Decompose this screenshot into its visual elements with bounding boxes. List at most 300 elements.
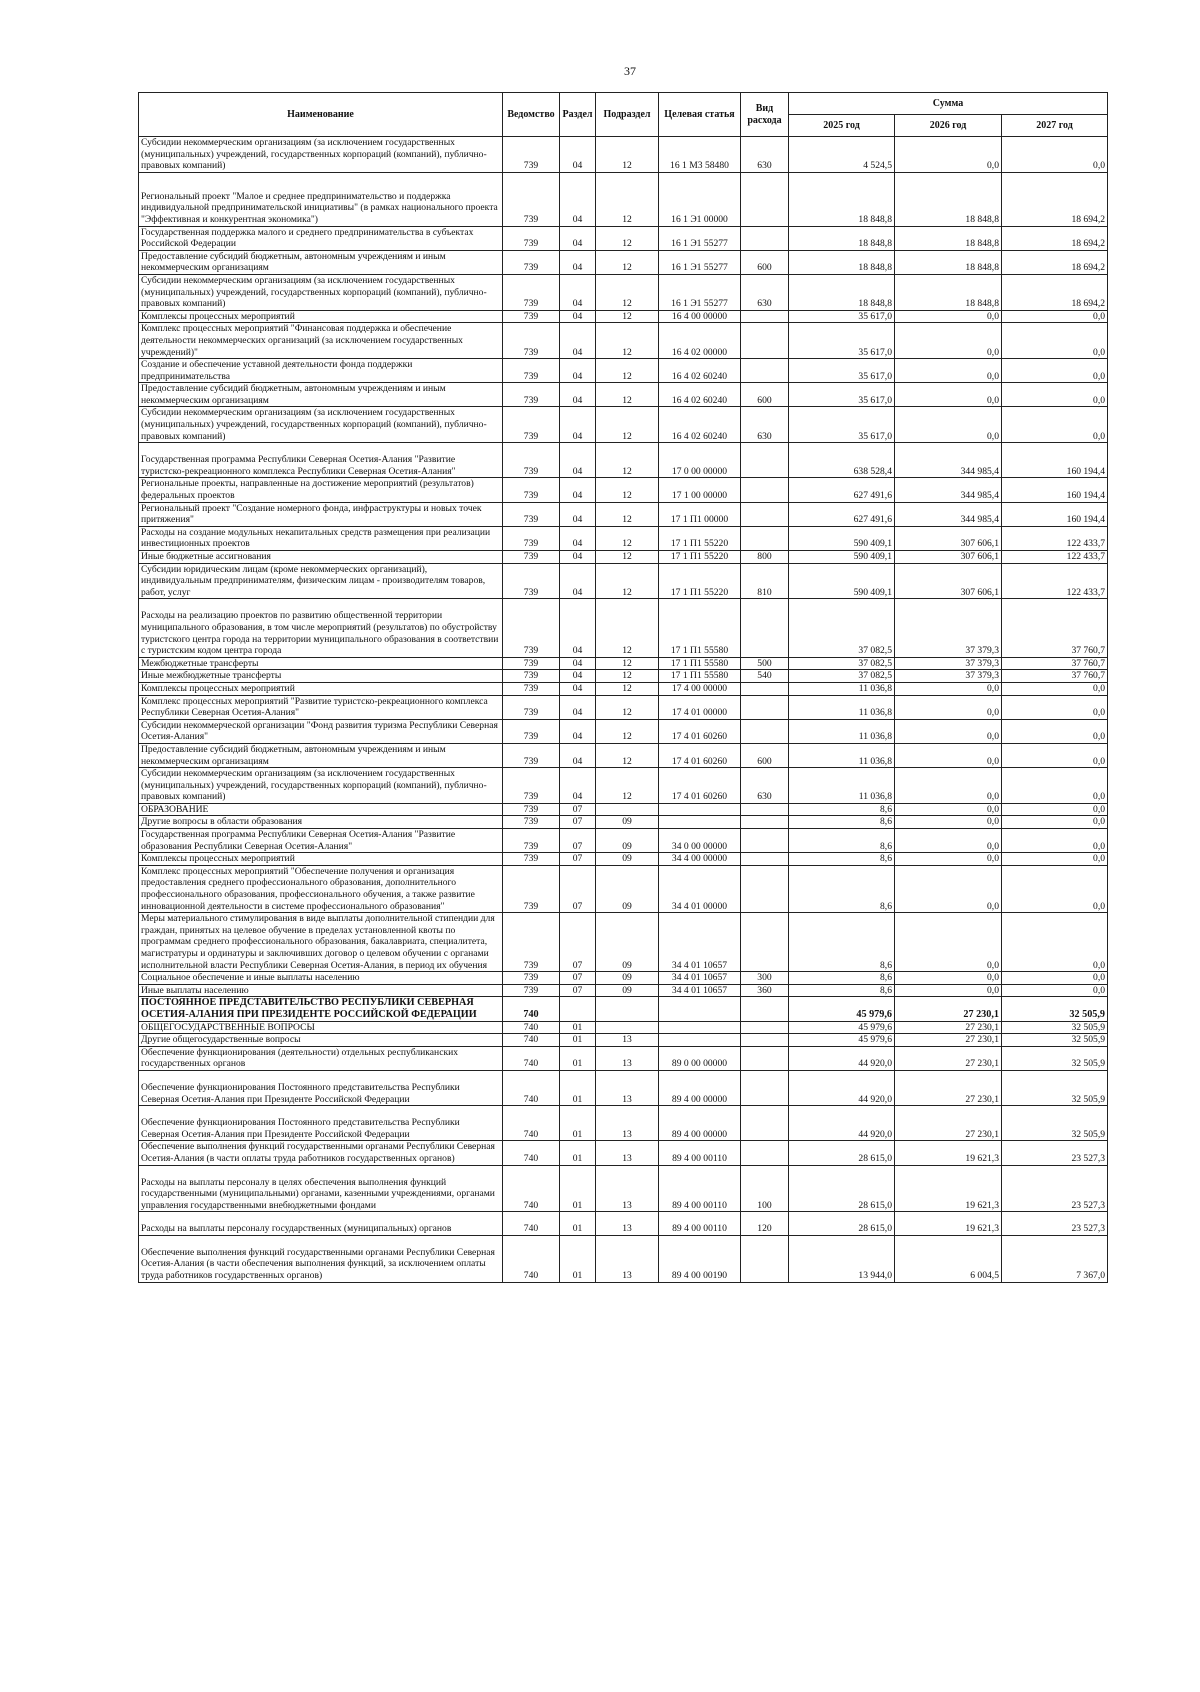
row-vid-rashoda [741, 172, 789, 226]
row-podrazdel: 12 [596, 657, 659, 670]
row-celevaya-statya: 34 4 01 10657 [659, 913, 741, 972]
row-razdel: 07 [560, 803, 596, 816]
row-celevaya-statya: 17 1 П1 55580 [659, 657, 741, 670]
row-vid-rashoda: 630 [741, 274, 789, 310]
row-vid-rashoda [741, 359, 789, 383]
row-name: ПОСТОЯННОЕ ПРЕДСТАВИТЕЛЬСТВО РЕСПУБЛИКИ СЕВЕРНАЯ ОСЕТИЯ-АЛАНИЯ ПРИ ПРЕЗИДЕНТЕ РОССИЙСКОЙ ФЕДЕРАЦИИ [139, 997, 503, 1021]
row-razdel: 07 [560, 984, 596, 997]
header-podrazdel: Подраздел [596, 93, 659, 137]
header-year-2025: 2025 год [789, 115, 895, 137]
row-vid-rashoda [741, 310, 789, 323]
row-vedomstvo: 739 [503, 682, 560, 695]
row-vid-rashoda [741, 1046, 789, 1070]
row-sum-2025: 18 848,8 [789, 250, 895, 274]
row-celevaya-statya: 89 4 00 00110 [659, 1141, 741, 1165]
row-razdel [560, 997, 596, 1021]
row-podrazdel: 12 [596, 599, 659, 657]
row-razdel: 04 [560, 478, 596, 502]
row-name: Расходы на создание модульных некапитальных средств размещения при реализации инвестиционных проектов [139, 526, 503, 550]
row-celevaya-statya: 16 1 Э1 00000 [659, 172, 741, 226]
row-sum-2027: 0,0 [1002, 310, 1108, 323]
table-row [139, 1235, 1108, 1282]
row-razdel: 04 [560, 137, 596, 173]
row-name: Расходы на выплаты персоналу государственных (муниципальных) органов [139, 1212, 503, 1236]
row-sum-2027: 32 505,9 [1002, 1106, 1108, 1141]
row-sum-2027: 37 760,7 [1002, 599, 1108, 657]
row-sum-2027: 23 527,3 [1002, 1212, 1108, 1236]
row-sum-2025: 28 615,0 [789, 1212, 895, 1236]
row-name: Обеспечение функционирования Постоянного представительства Республики Северная Осетия-Алания при Президенте Российской Федерации [139, 1106, 503, 1141]
row-vedomstvo: 739 [503, 323, 560, 359]
row-sum-2026: 18 848,8 [895, 274, 1002, 310]
row-celevaya-statya: 34 4 00 00000 [659, 853, 741, 866]
row-podrazdel: 12 [596, 137, 659, 173]
row-sum-2027: 0,0 [1002, 803, 1108, 816]
row-sum-2025: 35 617,0 [789, 407, 895, 443]
row-podrazdel: 09 [596, 865, 659, 912]
row-sum-2025: 11 036,8 [789, 719, 895, 743]
row-vid-rashoda [741, 1070, 789, 1105]
row-podrazdel: 12 [596, 226, 659, 250]
row-podrazdel: 13 [596, 1034, 659, 1047]
row-sum-2025: 13 944,0 [789, 1235, 895, 1282]
row-sum-2026: 0,0 [895, 137, 1002, 173]
table-row [139, 1165, 1108, 1212]
row-sum-2026: 18 848,8 [895, 226, 1002, 250]
row-sum-2025: 35 617,0 [789, 310, 895, 323]
row-vid-rashoda: 120 [741, 1212, 789, 1236]
row-razdel: 01 [560, 1034, 596, 1047]
row-name: Предоставление субсидий бюджетным, автономным учреждениям и иным некоммерческим организациям [139, 743, 503, 767]
row-podrazdel: 12 [596, 768, 659, 804]
row-sum-2027: 18 694,2 [1002, 250, 1108, 274]
row-sum-2027: 122 433,7 [1002, 526, 1108, 550]
row-name: Обеспечение функционирования (деятельности) отдельных республиканских государственных органов [139, 1046, 503, 1070]
row-podrazdel: 12 [596, 526, 659, 550]
row-podrazdel: 12 [596, 743, 659, 767]
row-vedomstvo: 739 [503, 829, 560, 853]
row-podrazdel: 12 [596, 563, 659, 599]
row-razdel: 04 [560, 599, 596, 657]
row-sum-2027: 122 433,7 [1002, 563, 1108, 599]
row-celevaya-statya: 89 4 00 00000 [659, 1070, 741, 1105]
row-sum-2026: 344 985,4 [895, 478, 1002, 502]
row-sum-2027: 7 367,0 [1002, 1235, 1108, 1282]
row-podrazdel: 09 [596, 972, 659, 985]
row-name: Субсидии некоммерческим организациям (за исключением государственных (муниципальных) учреждений, государственных корпораций (компаний), публично-правовых компаний) [139, 274, 503, 310]
row-vid-rashoda [741, 997, 789, 1021]
table-row [139, 551, 1108, 564]
row-razdel: 07 [560, 816, 596, 829]
row-celevaya-statya: 16 4 02 60240 [659, 383, 741, 407]
row-vid-rashoda [741, 829, 789, 853]
row-sum-2026: 0,0 [895, 865, 1002, 912]
row-sum-2027: 0,0 [1002, 768, 1108, 804]
table-row [139, 274, 1108, 310]
row-vedomstvo: 739 [503, 657, 560, 670]
row-vedomstvo: 739 [503, 984, 560, 997]
row-sum-2026: 0,0 [895, 383, 1002, 407]
row-vid-rashoda [741, 1106, 789, 1141]
row-name: Комплексы процессных мероприятий [139, 853, 503, 866]
row-vedomstvo: 739 [503, 719, 560, 743]
row-vid-rashoda [741, 1034, 789, 1047]
row-sum-2026: 0,0 [895, 719, 1002, 743]
row-vid-rashoda [741, 226, 789, 250]
row-sum-2025: 35 617,0 [789, 383, 895, 407]
table-row [139, 670, 1108, 683]
row-sum-2027: 0,0 [1002, 407, 1108, 443]
row-sum-2026: 37 379,3 [895, 670, 1002, 683]
row-celevaya-statya: 16 1 Э1 55277 [659, 250, 741, 274]
row-vedomstvo: 739 [503, 478, 560, 502]
row-vid-rashoda [741, 695, 789, 719]
row-vid-rashoda: 630 [741, 768, 789, 804]
row-sum-2026: 6 004,5 [895, 1235, 1002, 1282]
table-row [139, 359, 1108, 383]
row-sum-2027: 0,0 [1002, 816, 1108, 829]
row-vedomstvo: 740 [503, 1212, 560, 1236]
row-name: Региональные проекты, направленные на достижение мероприятий (результатов) федеральных проектов [139, 478, 503, 502]
row-sum-2025: 590 409,1 [789, 563, 895, 599]
row-sum-2027: 32 505,9 [1002, 1034, 1108, 1047]
row-podrazdel: 12 [596, 478, 659, 502]
row-vid-rashoda: 540 [741, 670, 789, 683]
table-row [139, 1106, 1108, 1141]
row-podrazdel [596, 1021, 659, 1034]
row-celevaya-statya: 89 4 00 00110 [659, 1212, 741, 1236]
table-row [139, 407, 1108, 443]
row-vedomstvo: 739 [503, 743, 560, 767]
row-celevaya-statya: 34 0 00 00000 [659, 829, 741, 853]
row-vedomstvo: 739 [503, 274, 560, 310]
row-celevaya-statya: 89 4 00 00110 [659, 1165, 741, 1212]
row-celevaya-statya: 89 4 00 00190 [659, 1235, 741, 1282]
row-podrazdel: 13 [596, 1212, 659, 1236]
row-vedomstvo: 739 [503, 407, 560, 443]
row-razdel: 04 [560, 274, 596, 310]
row-sum-2027: 0,0 [1002, 383, 1108, 407]
table-row [139, 1141, 1108, 1165]
row-name: Субсидии юридическим лицам (кроме некоммерческих организаций), индивидуальным предпринимателям, физическим лицам - производителям товаров, работ, услуг [139, 563, 503, 599]
row-sum-2025: 8,6 [789, 853, 895, 866]
row-sum-2027: 0,0 [1002, 984, 1108, 997]
row-sum-2027: 37 760,7 [1002, 670, 1108, 683]
row-vedomstvo: 740 [503, 1021, 560, 1034]
row-name: Государственная поддержка малого и среднего предпринимательства в субъектах Российской Федерации [139, 226, 503, 250]
row-vedomstvo: 739 [503, 670, 560, 683]
row-sum-2027: 0,0 [1002, 719, 1108, 743]
row-sum-2027: 160 194,4 [1002, 443, 1108, 478]
row-name: Расходы на реализацию проектов по развитию общественной территории муниципального образования, в том числе мероприятий (результатов) по обустройству туристского центра города на территории муниципального образования в соответствии с туристским кодом центра города [139, 599, 503, 657]
header-year-2026: 2026 год [895, 115, 1002, 137]
row-sum-2025: 11 036,8 [789, 768, 895, 804]
row-vid-rashoda [741, 478, 789, 502]
row-sum-2025: 28 615,0 [789, 1141, 895, 1165]
row-sum-2025: 44 920,0 [789, 1046, 895, 1070]
row-celevaya-statya: 34 4 01 10657 [659, 984, 741, 997]
row-name: Государственная программа Республики Северная Осетия-Алания "Развитие туристско-рекреационного комплекса Республики Северная Осетия-Алания" [139, 443, 503, 478]
row-podrazdel: 12 [596, 670, 659, 683]
row-name: Иные выплаты населению [139, 984, 503, 997]
row-celevaya-statya [659, 803, 741, 816]
row-sum-2025: 590 409,1 [789, 551, 895, 564]
row-sum-2025: 11 036,8 [789, 695, 895, 719]
row-vid-rashoda [741, 865, 789, 912]
row-sum-2027: 32 505,9 [1002, 1070, 1108, 1105]
row-sum-2027: 32 505,9 [1002, 1046, 1108, 1070]
row-celevaya-statya [659, 1034, 741, 1047]
row-celevaya-statya: 34 4 01 00000 [659, 865, 741, 912]
table-row [139, 1034, 1108, 1047]
table-row [139, 226, 1108, 250]
row-sum-2026: 307 606,1 [895, 551, 1002, 564]
row-name: Государственная программа Республики Северная Осетия-Алания "Развитие образования Республики Северная Осетия-Алания" [139, 829, 503, 853]
row-podrazdel: 12 [596, 502, 659, 526]
row-vid-rashoda: 630 [741, 137, 789, 173]
row-razdel: 01 [560, 1021, 596, 1034]
row-sum-2027: 122 433,7 [1002, 551, 1108, 564]
table-row [139, 323, 1108, 359]
row-vid-rashoda: 800 [741, 551, 789, 564]
row-sum-2026: 0,0 [895, 853, 1002, 866]
row-celevaya-statya: 16 4 02 60240 [659, 359, 741, 383]
row-name: Другие вопросы в области образования [139, 816, 503, 829]
row-vid-rashoda [741, 1021, 789, 1034]
row-sum-2025: 37 082,5 [789, 670, 895, 683]
row-sum-2026: 344 985,4 [895, 502, 1002, 526]
row-name: Меры материального стимулирования в виде выплаты дополнительной стипендии для граждан, принятых на целевое обучение в пределах установленной квоты по программам среднего профессионального образования, бакалавриата, специалитета, магистратуры и ординатуры и заключивших договор о целевом обучении с органами исполнительной власти Республики Северная Осетия-Алания, в период их обучения [139, 913, 503, 972]
row-celevaya-statya: 16 4 02 00000 [659, 323, 741, 359]
row-sum-2027: 0,0 [1002, 359, 1108, 383]
row-sum-2027: 160 194,4 [1002, 478, 1108, 502]
row-podrazdel: 09 [596, 816, 659, 829]
table-row [139, 383, 1108, 407]
row-vedomstvo: 739 [503, 359, 560, 383]
row-celevaya-statya: 17 1 00 00000 [659, 478, 741, 502]
row-razdel: 01 [560, 1070, 596, 1105]
row-sum-2025: 8,6 [789, 803, 895, 816]
header-year-2027: 2027 год [1002, 115, 1108, 137]
row-podrazdel: 12 [596, 695, 659, 719]
row-vedomstvo: 740 [503, 1141, 560, 1165]
row-vedomstvo: 740 [503, 997, 560, 1021]
row-celevaya-statya: 89 4 00 00000 [659, 1106, 741, 1141]
row-razdel: 04 [560, 407, 596, 443]
row-celevaya-statya: 17 1 П1 00000 [659, 502, 741, 526]
row-name: Комплекс процессных мероприятий "Развитие туристско-рекреационного комплекса Республики Северная Осетия-Алания" [139, 695, 503, 719]
row-name: Иные бюджетные ассигнования [139, 551, 503, 564]
row-sum-2026: 27 230,1 [895, 1046, 1002, 1070]
row-sum-2025: 44 920,0 [789, 1070, 895, 1105]
row-sum-2025: 627 491,6 [789, 478, 895, 502]
row-vedomstvo: 739 [503, 816, 560, 829]
row-sum-2026: 19 621,3 [895, 1212, 1002, 1236]
row-sum-2025: 590 409,1 [789, 526, 895, 550]
row-vid-rashoda [741, 913, 789, 972]
row-sum-2026: 0,0 [895, 695, 1002, 719]
row-podrazdel: 13 [596, 1235, 659, 1282]
row-sum-2026: 0,0 [895, 913, 1002, 972]
row-vid-rashoda [741, 719, 789, 743]
row-sum-2027: 0,0 [1002, 853, 1108, 866]
row-vedomstvo: 739 [503, 599, 560, 657]
row-razdel: 04 [560, 226, 596, 250]
row-vedomstvo: 739 [503, 913, 560, 972]
row-razdel: 07 [560, 972, 596, 985]
row-podrazdel: 12 [596, 719, 659, 743]
row-sum-2026: 18 848,8 [895, 172, 1002, 226]
row-sum-2025: 8,6 [789, 972, 895, 985]
table-row [139, 478, 1108, 502]
table-row [139, 695, 1108, 719]
row-sum-2026: 0,0 [895, 310, 1002, 323]
row-celevaya-statya [659, 1021, 741, 1034]
row-sum-2026: 27 230,1 [895, 1070, 1002, 1105]
row-vedomstvo: 739 [503, 250, 560, 274]
header-vid-rashoda: Вид расхода [741, 93, 789, 137]
row-celevaya-statya: 16 1 Э1 55277 [659, 226, 741, 250]
row-sum-2025: 37 082,5 [789, 657, 895, 670]
row-razdel: 07 [560, 865, 596, 912]
row-name: Межбюджетные трансферты [139, 657, 503, 670]
row-vid-rashoda: 630 [741, 407, 789, 443]
row-sum-2025: 44 920,0 [789, 1106, 895, 1141]
row-sum-2026: 344 985,4 [895, 443, 1002, 478]
row-vedomstvo: 740 [503, 1235, 560, 1282]
row-name: Иные межбюджетные трансферты [139, 670, 503, 683]
row-razdel: 04 [560, 310, 596, 323]
row-podrazdel: 12 [596, 443, 659, 478]
row-vedomstvo: 739 [503, 383, 560, 407]
row-celevaya-statya: 17 1 П1 55220 [659, 563, 741, 599]
row-podrazdel: 13 [596, 1070, 659, 1105]
row-sum-2027: 37 760,7 [1002, 657, 1108, 670]
row-sum-2026: 0,0 [895, 323, 1002, 359]
table-row [139, 913, 1108, 972]
row-sum-2026: 307 606,1 [895, 526, 1002, 550]
table-row [139, 1046, 1108, 1070]
row-vedomstvo: 739 [503, 137, 560, 173]
row-celevaya-statya: 16 4 02 60240 [659, 407, 741, 443]
row-podrazdel: 13 [596, 1046, 659, 1070]
row-podrazdel: 09 [596, 984, 659, 997]
row-vid-rashoda [741, 599, 789, 657]
row-sum-2027: 0,0 [1002, 972, 1108, 985]
row-vid-rashoda: 360 [741, 984, 789, 997]
row-vedomstvo: 739 [503, 172, 560, 226]
row-sum-2027: 18 694,2 [1002, 226, 1108, 250]
row-sum-2026: 0,0 [895, 682, 1002, 695]
row-sum-2026: 0,0 [895, 768, 1002, 804]
row-razdel: 01 [560, 1046, 596, 1070]
table-row [139, 1070, 1108, 1105]
row-vid-rashoda: 100 [741, 1165, 789, 1212]
row-vedomstvo: 739 [503, 865, 560, 912]
row-sum-2025: 35 617,0 [789, 323, 895, 359]
row-podrazdel: 12 [596, 383, 659, 407]
row-podrazdel: 12 [596, 407, 659, 443]
row-name: Обеспечение выполнения функций государственными органами Республики Северная Осетия-Алания (в части обеспечения выполнения функций, за исключением оплаты труда работников государственных органов) [139, 1235, 503, 1282]
table-row [139, 972, 1108, 985]
row-vedomstvo: 739 [503, 563, 560, 599]
row-sum-2025: 45 979,6 [789, 997, 895, 1021]
row-vid-rashoda: 600 [741, 743, 789, 767]
row-celevaya-statya: 17 4 01 60260 [659, 743, 741, 767]
row-vid-rashoda: 810 [741, 563, 789, 599]
row-sum-2027: 32 505,9 [1002, 997, 1108, 1021]
row-sum-2025: 45 979,6 [789, 1034, 895, 1047]
row-vid-rashoda: 500 [741, 657, 789, 670]
row-razdel: 04 [560, 657, 596, 670]
row-name: Социальное обеспечение и иные выплаты населению [139, 972, 503, 985]
row-vid-rashoda [741, 323, 789, 359]
row-vid-rashoda [741, 1141, 789, 1165]
row-sum-2027: 23 527,3 [1002, 1165, 1108, 1212]
table-row [139, 768, 1108, 804]
row-razdel: 04 [560, 359, 596, 383]
table-row [139, 984, 1108, 997]
row-vedomstvo: 740 [503, 1046, 560, 1070]
row-vid-rashoda [741, 853, 789, 866]
row-name: Региональный проект "Малое и среднее предпринимательство и поддержка индивидуальной предпринимательской инициативы" (в рамках национального проекта "Эффективная и конкурентная экономика") [139, 172, 503, 226]
table-row [139, 1212, 1108, 1236]
row-vid-rashoda [741, 502, 789, 526]
table-row [139, 657, 1108, 670]
row-sum-2025: 8,6 [789, 816, 895, 829]
row-name: Комплексы процессных мероприятий [139, 682, 503, 695]
row-sum-2025: 18 848,8 [789, 274, 895, 310]
table-row [139, 719, 1108, 743]
table-row [139, 443, 1108, 478]
page-number: 37 [624, 64, 636, 78]
row-sum-2025: 8,6 [789, 984, 895, 997]
row-podrazdel: 12 [596, 274, 659, 310]
row-name: Создание и обеспечение уставной деятельности фонда поддержки предпринимательства [139, 359, 503, 383]
row-razdel: 04 [560, 323, 596, 359]
table-row [139, 310, 1108, 323]
row-sum-2026: 27 230,1 [895, 1021, 1002, 1034]
row-razdel: 04 [560, 768, 596, 804]
table-row [139, 816, 1108, 829]
row-vid-rashoda [741, 1235, 789, 1282]
row-podrazdel: 09 [596, 829, 659, 853]
row-vid-rashoda: 600 [741, 250, 789, 274]
row-vedomstvo: 739 [503, 526, 560, 550]
row-razdel: 04 [560, 670, 596, 683]
row-sum-2026: 19 621,3 [895, 1165, 1002, 1212]
row-name: Субсидии некоммерческим организациям (за исключением государственных (муниципальных) учреждений, государственных корпораций (компаний), публично-правовых компаний) [139, 137, 503, 173]
row-sum-2025: 28 615,0 [789, 1165, 895, 1212]
row-razdel: 01 [560, 1141, 596, 1165]
row-vedomstvo: 739 [503, 551, 560, 564]
row-podrazdel: 12 [596, 682, 659, 695]
row-razdel: 01 [560, 1212, 596, 1236]
row-sum-2026: 0,0 [895, 972, 1002, 985]
row-celevaya-statya: 17 1 П1 55220 [659, 526, 741, 550]
row-sum-2027: 0,0 [1002, 682, 1108, 695]
row-podrazdel: 09 [596, 913, 659, 972]
row-razdel: 04 [560, 443, 596, 478]
row-sum-2027: 0,0 [1002, 865, 1108, 912]
row-celevaya-statya: 17 4 00 00000 [659, 682, 741, 695]
row-vid-rashoda [741, 682, 789, 695]
table-row [139, 502, 1108, 526]
table-row [139, 137, 1108, 173]
row-razdel: 01 [560, 1106, 596, 1141]
row-podrazdel [596, 997, 659, 1021]
row-sum-2026: 0,0 [895, 803, 1002, 816]
